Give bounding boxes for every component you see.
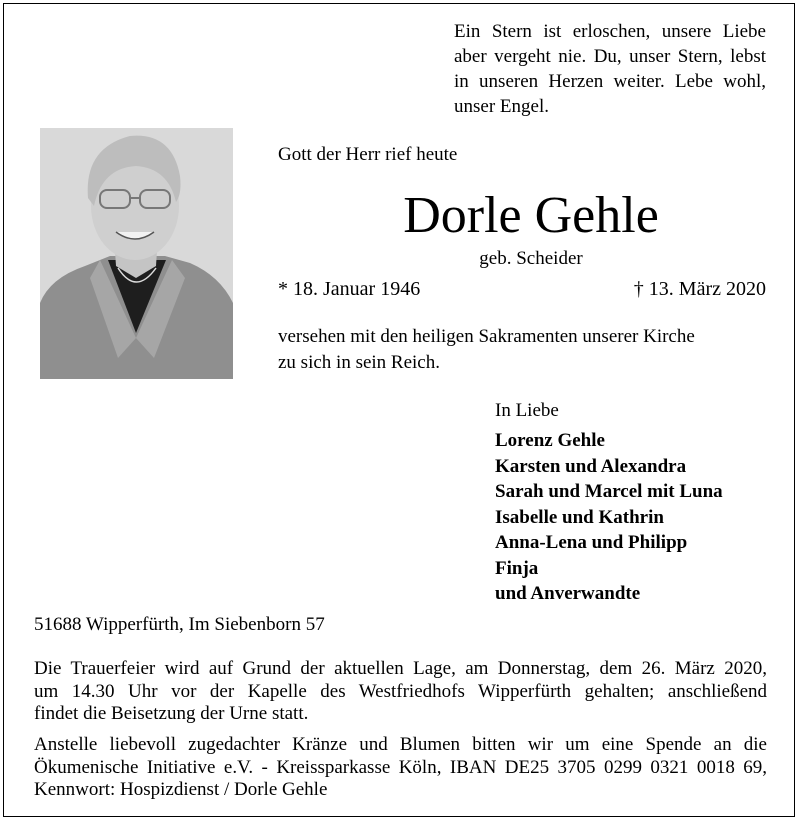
mourner-name: Anna-Lena und Philipp <box>495 532 688 553</box>
mourner-name: Lorenz Gehle <box>495 430 605 451</box>
portrait-illustration <box>40 128 233 379</box>
sacrament-text <box>278 324 768 376</box>
donation-line: Kennwort: Hospizdienst / Dorle Gehle <box>34 779 328 800</box>
funeral-line: Die Trauerfeier wird auf Grund der aktuellen Lage, am Donnerstag, dem 26. März 2020, <box>34 658 767 679</box>
death-date: † 13. März 2020 <box>633 278 766 300</box>
family-address: 51688 Wipperfürth, Im Siebenborn 57 <box>34 614 325 635</box>
mourner-name: Isabelle und Kathrin <box>495 506 664 528</box>
birth-date: * 18. Januar 1946 <box>278 278 421 300</box>
mourner-name: Karsten und Alexandra <box>495 455 687 477</box>
intro-text: Gott der Herr rief heute <box>278 144 458 165</box>
donation-line: Ökumenische Initiative e.V. - Kreissparkasse Köln, IBAN DE25 3705 0299 0321 0018 69, <box>34 756 767 778</box>
sacrament-line: zu sich in sein Reich. <box>278 352 440 373</box>
mourners-list <box>495 428 723 607</box>
verse-line: in unseren Herzen weiter. Lebe wohl, <box>454 71 766 92</box>
deceased-name: Dorle Gehle <box>403 187 659 244</box>
verse-line: unser Engel. <box>454 96 549 117</box>
mourner-name: Sarah und Marcel mit Luna <box>495 481 723 502</box>
verse-line: aber vergeht nie. Du, unser Stern, lebst <box>454 46 766 67</box>
mourner-name: Finja <box>495 557 539 579</box>
mourners-intro: In Liebe <box>495 400 559 421</box>
mourner-name: und Anverwandte <box>495 583 641 604</box>
memorial-verse <box>454 19 766 119</box>
funeral-line: um 14.30 Uhr vor der Kapelle des Westfriedhofs Wipperfürth gehalten; anschließend <box>34 680 767 702</box>
funeral-notice <box>34 658 767 726</box>
sacrament-line: versehen mit den heiligen Sakramenten unserer Kirche <box>278 326 695 347</box>
donation-line: Anstelle liebevoll zugedachter Kränze und Blumen bitten wir um eine Spende an die <box>34 734 767 755</box>
funeral-line: findet die Beisetzung der Urne statt. <box>34 703 309 724</box>
verse-line: Ein Stern ist erloschen, unsere Liebe <box>454 21 766 42</box>
portrait-photo <box>40 128 233 379</box>
donation-notice <box>34 734 767 802</box>
maiden-name: geb. Scheider <box>479 248 583 269</box>
